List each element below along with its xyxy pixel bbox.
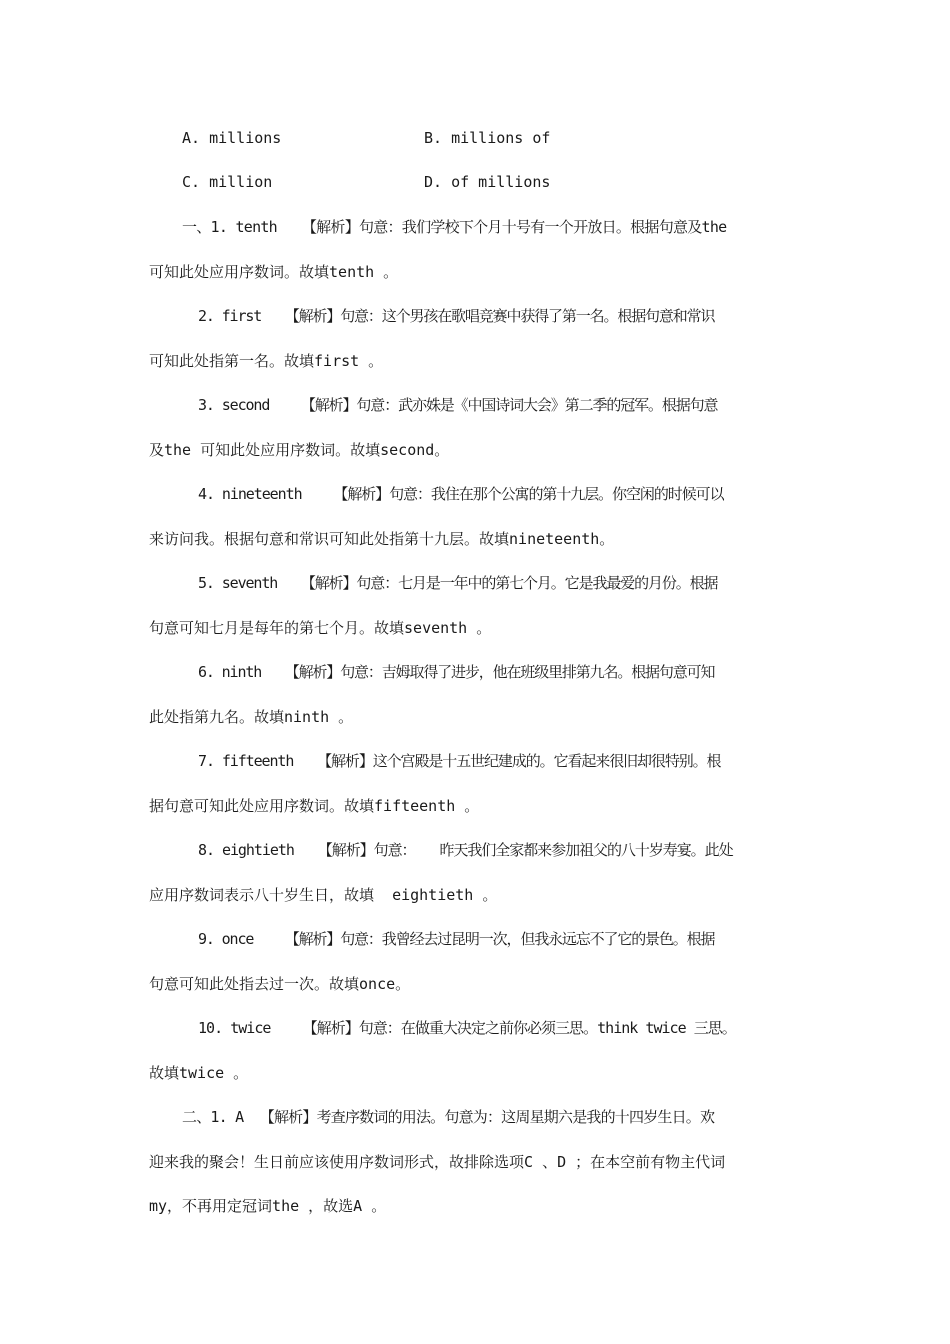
option-d: D. of millions — [424, 173, 551, 191]
answer-4-line-2: 来访问我。根据句意和常识可知此处指第十九层。故填nineteenth。 — [149, 530, 615, 548]
answer-5-line-2: 句意可知七月是每年的第七个月。故填seventh 。 — [149, 619, 492, 637]
part2-line-3: my，不再用定冠词the ，故选A 。 — [149, 1197, 387, 1215]
answer-9-line-1: 9. once 【解析】句意：我曾经去过昆明一次，但我永远忘不了它的景色。根据 — [198, 930, 715, 948]
answer-2-line-2: 可知此处指第一名。故填first 。 — [149, 352, 384, 370]
answer-1-line-1: 一、1. tenth 【解析】句意：我们学校下个月十号有一个开放日。根据句意及the — [182, 218, 727, 236]
answer-7-line-1: 7. fifteenth 【解析】这个宫殿是十五世纪建成的。它看起来很旧却很特别。根 — [198, 752, 721, 770]
answer-3-line-2: 及the 可知此处应用序数词。故填second。 — [149, 441, 450, 459]
answer-7-line-2: 据句意可知此处应用序数词。故填fifteenth 。 — [149, 797, 480, 815]
part2-line-1: 二、1. A 【解析】考查序数词的用法。句意为：这周星期六是我的十四岁生日。欢 — [182, 1108, 715, 1126]
option-b: B. millions of — [424, 129, 551, 147]
part2-line-2: 迎来我的聚会！生日前应该使用序数词形式，故排除选项C 、D ；在本空前有物主代词 — [149, 1153, 726, 1171]
answer-1-line-2: 可知此处应用序数词。故填tenth 。 — [149, 263, 399, 281]
answer-6-line-2: 此处指第九名。故填ninth 。 — [149, 708, 354, 726]
answer-10-line-1: 10. twice 【解析】句意：在做重大决定之前你必须三思。think twice 三思。 — [198, 1019, 736, 1037]
answer-8-line-2: 应用序数词表示八十岁生日，故填 eightieth 。 — [149, 886, 498, 904]
answer-8-line-1: 8. eightieth 【解析】句意： 昨天我们全家都来参加祖父的八十岁寿宴。此处 — [198, 841, 733, 859]
answer-3-line-1: 3. second 【解析】句意：武亦姝是《中国诗词大会》第二季的冠军。根据句意 — [198, 396, 718, 414]
answer-2-line-1: 2. first 【解析】句意：这个男孩在歌唱竞赛中获得了第一名。根据句意和常识 — [198, 307, 715, 325]
option-c: C. million — [182, 173, 273, 191]
answer-5-line-1: 5. seventh 【解析】句意：七月是一年中的第七个月。它是我最爱的月份。根据 — [198, 574, 718, 592]
answer-4-line-1: 4. nineteenth 【解析】句意：我住在那个公寓的第十九层。你空闲的时候可以 — [198, 485, 724, 503]
answer-10-line-2: 故填twice 。 — [149, 1064, 249, 1082]
option-a: A. millions — [182, 129, 282, 147]
answer-6-line-1: 6. ninth 【解析】句意：吉姆取得了进步，他在班级里排第九名。根据句意可知 — [198, 663, 715, 681]
answer-9-line-2: 句意可知此处指去过一次。故填once。 — [149, 975, 411, 993]
